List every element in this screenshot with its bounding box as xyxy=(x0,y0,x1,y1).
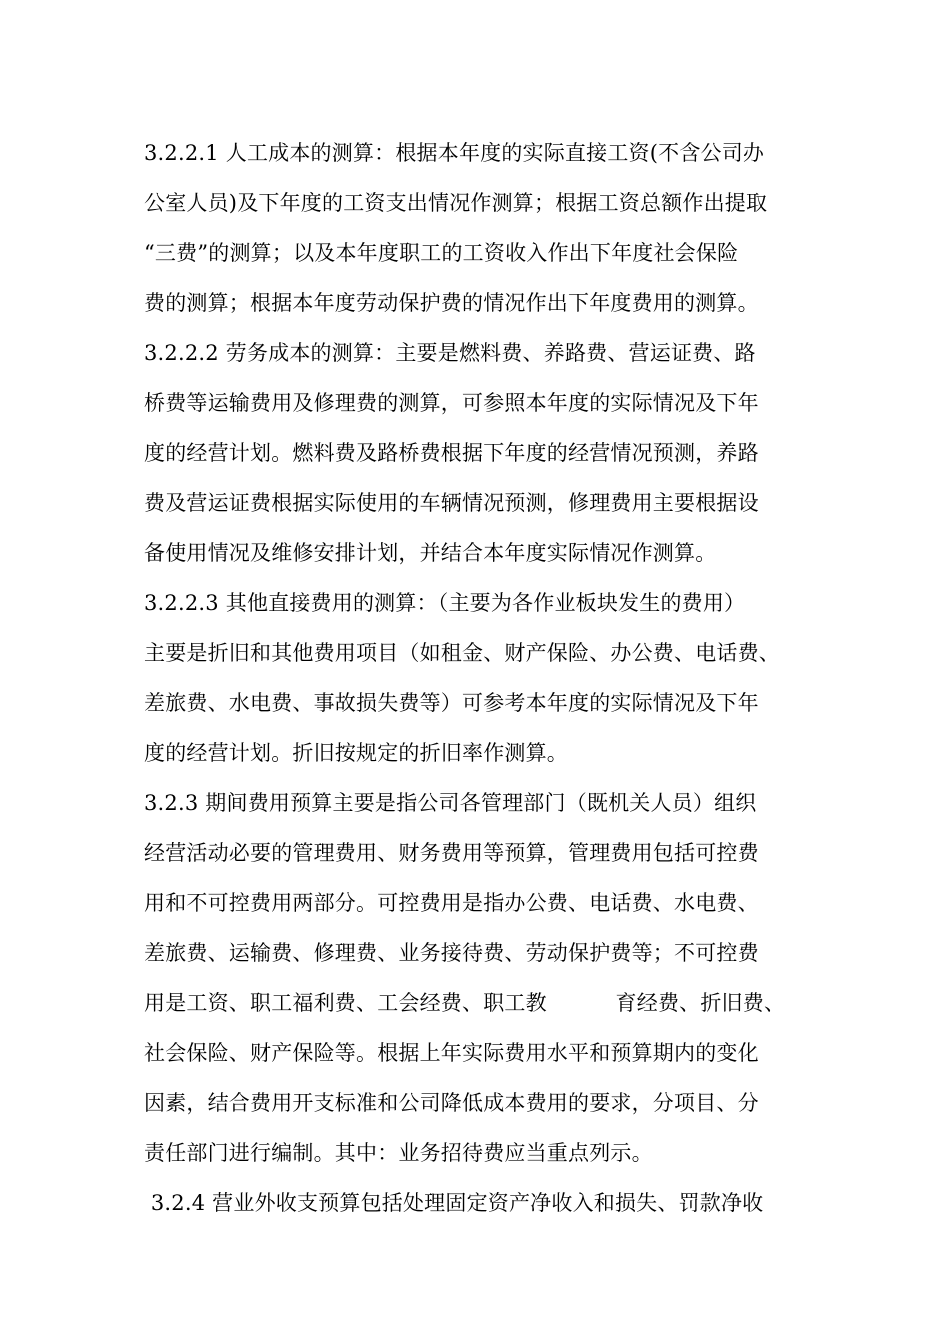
text-line: 因素，结合费用开支标准和公司降低成本费用的要求，分项目、分 xyxy=(144,1091,759,1115)
text-line: 用是工资、职工福利费、工会经费、职工教 育经费、折旧费、 xyxy=(144,991,786,1015)
text-line: 费及营运证费根据实际使用的车辆情况预测，修理费用主要根据设 xyxy=(144,491,759,515)
text-line: 经营活动必要的管理费用、财务费用等预算，管理费用包括可控费 xyxy=(144,841,759,865)
text-line: 度的经营计划。燃料费及路桥费根据下年度的经营情况预测，养路 xyxy=(144,441,759,465)
text-line: 度的经营计划。折旧按规定的折旧率作测算。 xyxy=(144,741,568,765)
text-line: 3.2.2.3 其他直接费用的测算：（主要为各作业板块发生的费用） xyxy=(144,591,746,615)
text-line: 费的测算；根据本年度劳动保护费的情况作出下年度费用的测算。 xyxy=(144,291,759,315)
text-line: 用和不可控费用两部分。可控费用是指办公费、电话费、水电费、 xyxy=(144,891,759,915)
text-line: 备使用情况及维修安排计划，并结合本年度实际情况作测算。 xyxy=(144,541,717,565)
text-line: 3.2.2.1 人工成本的测算：根据本年度的实际直接工资(不含公司办 xyxy=(144,141,765,165)
text-line: 桥费等运输费用及修理费的测算，可参照本年度的实际情况及下年 xyxy=(144,391,759,415)
text-line: 社会保险、财产保险等。根据上年实际费用水平和预算期内的变化 xyxy=(144,1041,759,1065)
text-line: 主要是折旧和其他费用项目（如租金、财产保险、办公费、电话费、 xyxy=(144,641,780,665)
text-line: 差旅费、水电费、事故损失费等）可参考本年度的实际情况及下年 xyxy=(144,691,759,715)
text-line: 3.2.2.2 劳务成本的测算：主要是燃料费、养路费、营运证费、路 xyxy=(144,341,756,365)
text-line: 3.2.4 营业外收支预算包括处理固定资产净收入和损失、罚款净收 xyxy=(144,1191,764,1215)
text-line: 差旅费、运输费、修理费、业务接待费、劳动保护费等；不可控费 xyxy=(144,941,759,965)
text-line: 责任部门进行编制。其中：业务招待费应当重点列示。 xyxy=(144,1141,653,1165)
text-line: 公室人员)及下年度的工资支出情况作测算；根据工资总额作出提取 xyxy=(144,191,768,215)
text-line: 3.2.3 期间费用预算主要是指公司各管理部门（既机关人员）组织 xyxy=(144,791,757,815)
text-line: “三费”的测算；以及本年度职工的工资收入作出下年度社会保险 xyxy=(144,241,739,265)
